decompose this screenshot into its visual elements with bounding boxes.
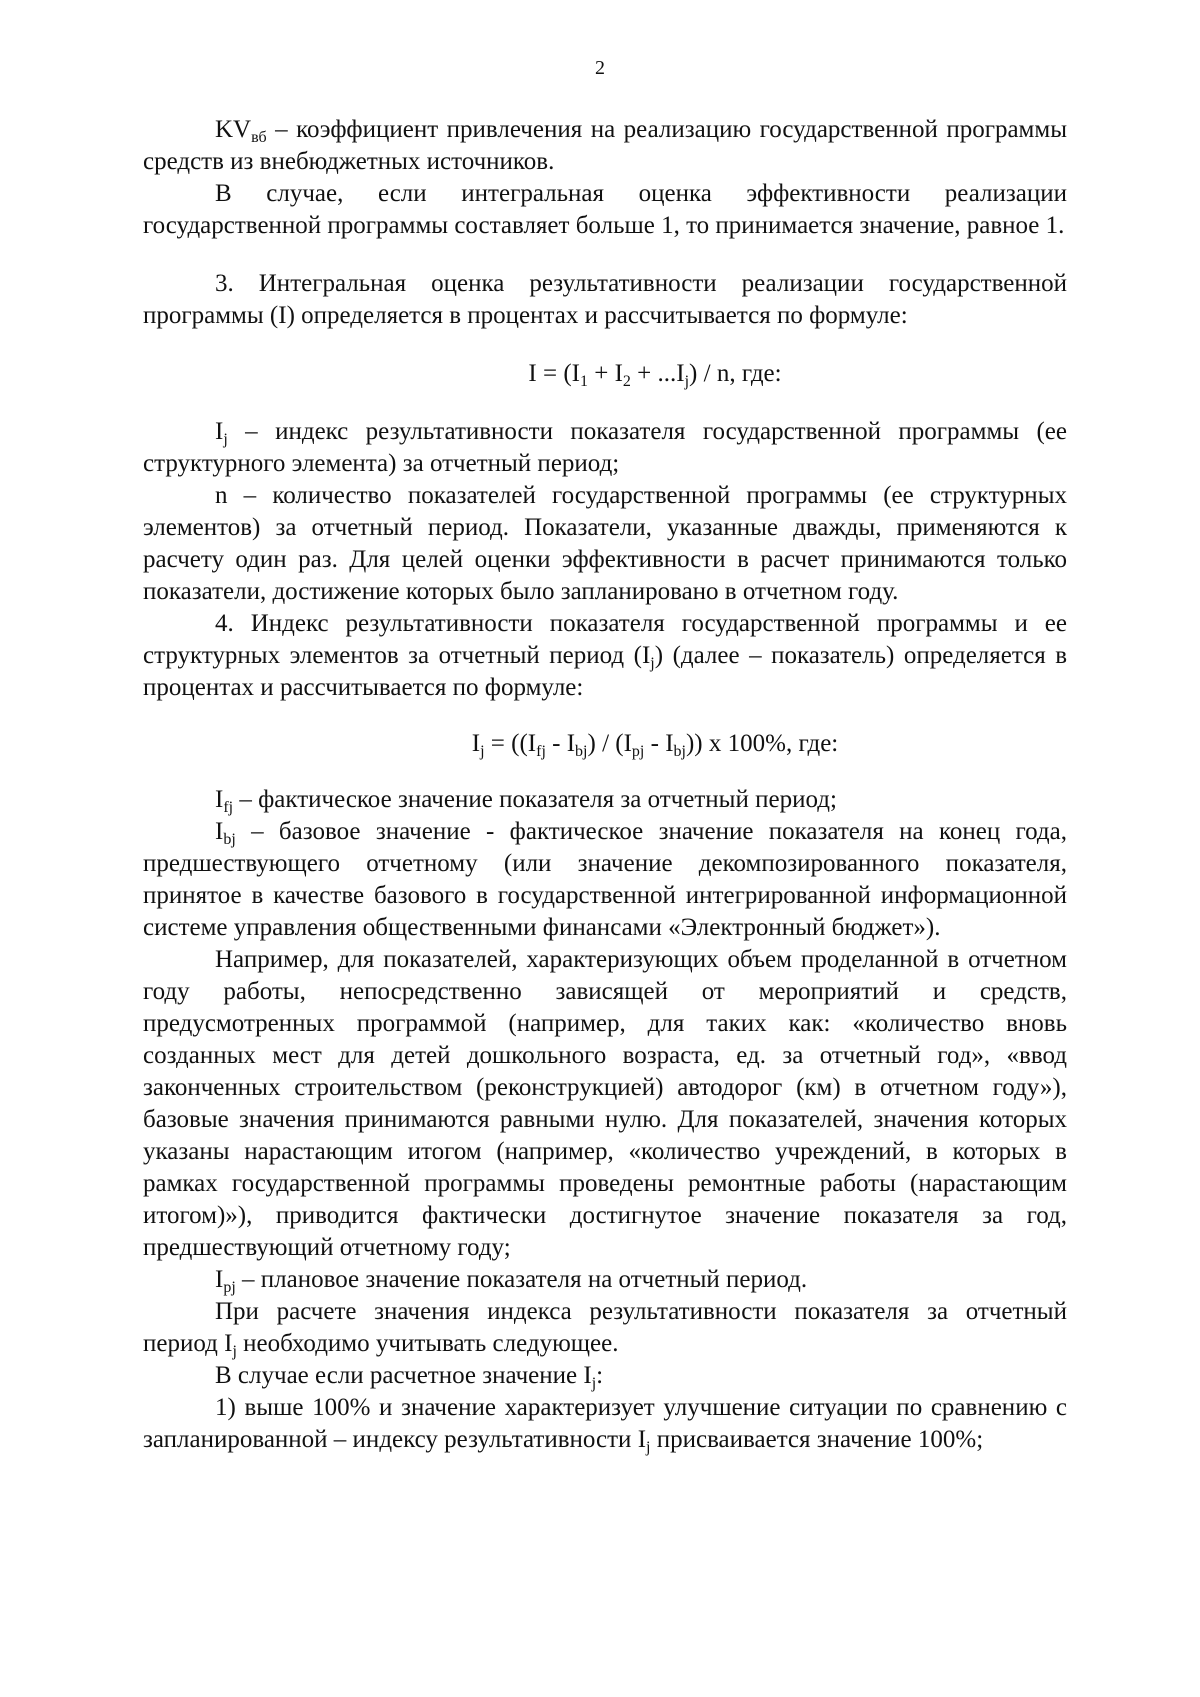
term-kv: KV: [215, 116, 252, 143]
formula-part: I: [471, 730, 481, 757]
document-body: [143, 114, 1067, 1456]
formula-part: + ...I: [630, 360, 685, 387]
paragraph-calculation: [143, 1296, 1067, 1360]
definition-text: – базовое значение - фактическое значение показателя на конец года, предшествующего отчетному (или значение декомпозированного показателя, принятое в качестве базового в государственной интегрированной информационной системе управления общественными финансами «Электронный бюджет»).: [143, 818, 1067, 941]
paragraph-4: [143, 608, 1067, 704]
term-ifj: I: [215, 786, 224, 813]
subscript: j: [232, 1343, 237, 1360]
definition-n: n – количество показателей государственной программы (ее структурных элементов) за отчетный период. Показатели, указанные дважды, применяются к расчету один раз. Для целей оценки эффективности в расчет принимаются только показатели, достижение которых было запланировано в отчетном году.: [143, 482, 1067, 605]
subscript: j: [223, 431, 228, 448]
subscript: bj: [575, 743, 588, 760]
definition-ibj: [143, 816, 1067, 944]
subscript: 2: [622, 373, 631, 390]
definition-ifj: [143, 784, 1067, 816]
spacer: [143, 242, 1067, 268]
subscript: вб: [251, 129, 267, 146]
paragraph-case: [143, 1360, 1067, 1392]
subscript: fj: [223, 799, 234, 816]
formula-part: I = (I: [528, 360, 580, 387]
paragraph-example: Например, для показателей, характеризующих объем проделанной в отчетном году работы, непосредственно зависящей от мероприятий и средств, предусмотренных программой (например, для таких как: «количество вновь созданных мест для детей дошкольного возраста, ед. за отчетный год», «ввод законченных строительством (реконструкцией) автодорог (км) в отчетном году»), базовые значения принимаются равными нулю. Для показателей, значения которых указаны нарастающим итогом (например, «количество учреждений, в которых в рамках государственной программы проведены ремонтные работы (нарастающим итогом)»), приводится фактически достигнутое значение показателя за год, предшествующий отчетному году;: [143, 946, 1067, 1261]
paragraph-3: 3. Интегральная оценка результативности реализации государственной программы (I) определяется в процентах и рассчитывается по формуле:: [143, 270, 1067, 329]
formula-integral: [143, 358, 1067, 390]
definition-text: – индекс результативности показателя государственной программы (ее структурного элемента) за отчетный период;: [143, 418, 1067, 477]
subscript: bj: [673, 743, 686, 760]
definition-text: – коэффициент привлечения на реализацию государственной программы средств из внебюджетных источников.: [143, 116, 1067, 175]
formula-part: - I: [545, 730, 576, 757]
definition-text: – плановое значение показателя на отчетный период.: [235, 1266, 808, 1293]
definition-text: – фактическое значение показателя за отчетный период;: [233, 786, 837, 813]
term-ij: I: [215, 418, 224, 445]
definition-ipj: [143, 1264, 1067, 1296]
paragraph-case-over-one: В случае, если интегральная оценка эффективности реализации государственной программы составляет больше 1, то принимается значение, равное 1.: [143, 180, 1067, 239]
subscript: fj: [536, 743, 546, 760]
subscript: j: [684, 373, 690, 390]
term-ibj: I: [215, 818, 224, 845]
paragraph-part: присваивается значение 100%;: [650, 1426, 984, 1453]
formula-index: [143, 728, 1067, 760]
paragraph-part: В случае если расчетное значение I: [215, 1362, 592, 1389]
subscript: 1: [579, 373, 588, 390]
paragraph-part: необходимо учитывать следующее.: [236, 1330, 619, 1357]
subscript: j: [480, 743, 485, 760]
definition-kv: [143, 114, 1067, 178]
paragraph-part: ) (далее – показатель) определяется в процентах и рассчитывается по формуле:: [143, 642, 1067, 701]
paragraph-part: 4. Индекс результативности показателя государственной программы и ее структурных элементов за отчетный период (I: [143, 610, 1067, 669]
subscript: j: [591, 1375, 597, 1392]
formula-part: ) / (I: [587, 730, 632, 757]
formula-part: ) / n, где:: [689, 360, 782, 387]
page-number: 2: [595, 57, 605, 79]
list-item-1: [143, 1392, 1067, 1456]
subscript: pj: [223, 1279, 236, 1296]
paragraph-part: 1) выше 100% и значение характеризует улучшение ситуации по сравнению с запланированной – индексу результативности I: [143, 1394, 1067, 1453]
term-ipj: I: [215, 1266, 224, 1293]
subscript: j: [646, 1439, 651, 1456]
formula-part: = ((I: [484, 730, 537, 757]
formula-part: )) x 100%, где:: [685, 730, 839, 757]
subscript: j: [650, 655, 655, 672]
formula-part: + I: [587, 360, 623, 387]
subscript: pj: [631, 743, 645, 760]
paragraph-part: При расчете значения индекса результативности показателя за отчетный период I: [143, 1298, 1067, 1357]
formula-part: - I: [644, 730, 674, 757]
definition-ij: [143, 416, 1067, 480]
paragraph-part: :: [596, 1362, 604, 1389]
subscript: bj: [223, 831, 236, 848]
